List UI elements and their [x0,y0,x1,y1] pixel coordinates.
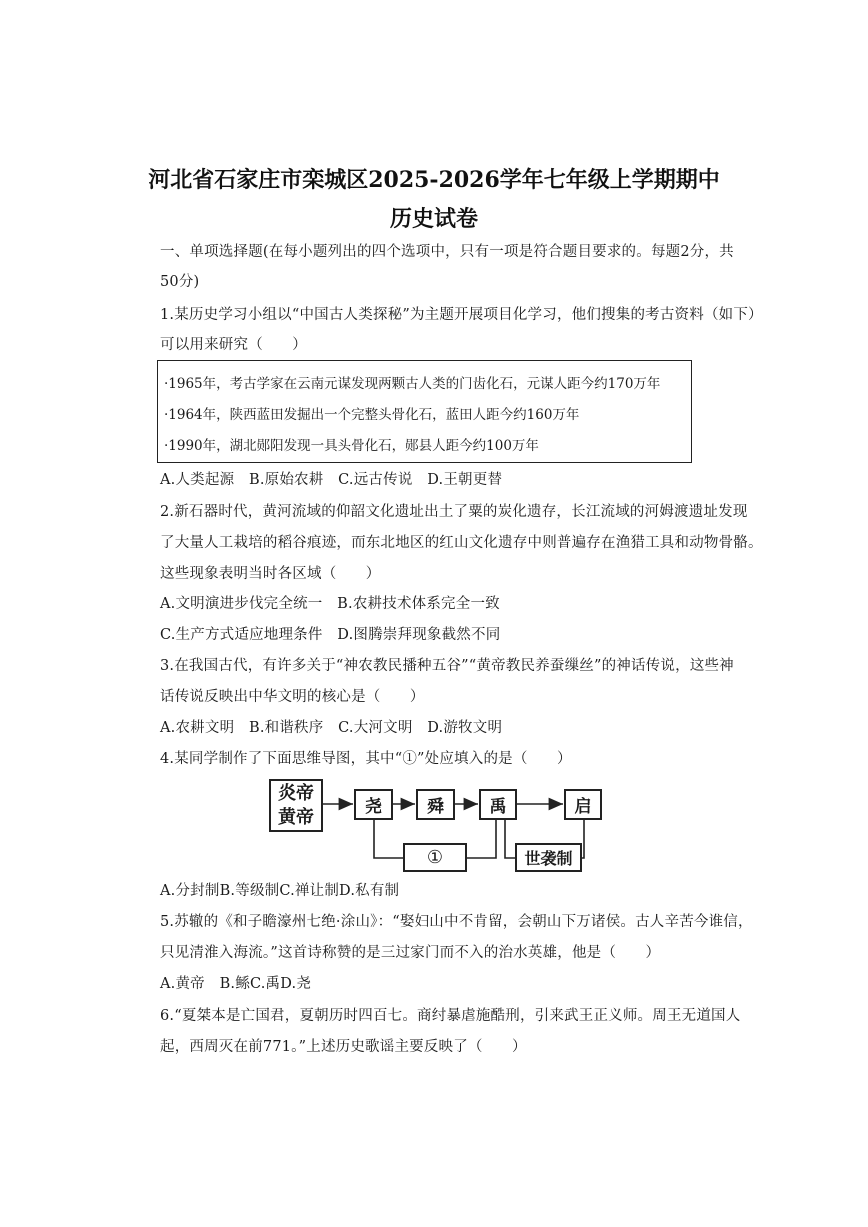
diagram-node-yao: 尧 [354,789,393,820]
diagram-node-shun: 舜 [416,789,455,820]
q3-options: A.农耕文明 B.和谐秩序 C.大河文明 D.游牧文明 [160,720,503,736]
q1-source-box [157,360,692,463]
diagram-node-yu: 禹 [479,789,517,820]
q4-options: A.分封制B.等级制C.禅让制D.私有制 [160,883,400,899]
q3-stem-line1: 3.在我国古代，有许多关于“神农教民播种五谷”“黄帝教民养蚕缫丝”的神话传说，这些神 [160,658,734,674]
q5-stem-line2: 只见清淮入海流。”这首诗称赞的是三过家门而不入的治水英雄，他是（ ） [160,945,661,961]
diagram-node-yandi-huangdi [269,779,323,832]
diagram-node-hereditary: 世袭制 [515,843,582,872]
q1-options: A.人类起源 B.原始农耕 C.远古传说 D.王朝更替 [160,472,503,488]
q2-options-line2: C.生产方式适应地理条件 D.图腾崇拜现象截然不同 [160,627,501,643]
q1-source-item: ·1964年，陕西蓝田发掘出一个完整头骨化石，蓝田人距今约160万年 [164,407,580,423]
diagram-node-qi: 启 [564,789,602,820]
q6-stem-line2: 起，西周灭在前771。”上述历史歌谣主要反映了（ ） [160,1039,527,1055]
q2-stem-line1: 2.新石器时代，黄河流域的仰韶文化遗址出土了粟的炭化遗存，长江流域的河姆渡遗址发现 [160,504,748,520]
q1-source-item: ·1990年，湖北郧阳发现一具头骨化石，郧县人距今约100万年 [164,438,539,454]
exam-subtitle: 历史试卷 [389,206,478,232]
q5-stem-line1: 5.苏辙的《和子瞻濠州七绝·涂山》：“娶妇山中不肯留，会朝山下万诸侯。古人辛苦今谁信， [160,914,753,930]
diagram-node-huangdi-label: 黄帝 [278,806,314,828]
q4-stem: 4.某同学制作了下面思维导图，其中“①”处应填入的是（ ） [160,751,572,767]
q1-stem-line1: 1.某历史学习小组以“中国古人类探秘”为主题开展项目化学习，他们搜集的考古资料（如下） [160,307,763,323]
q2-stem-line3: 这些现象表明当时各区域（ ） [160,566,381,582]
q1-stem-line2: 可以用来研究（ ） [160,337,307,353]
exam-title: 河北省石家庄市栾城区2025-2026学年七年级上学期期中 [148,167,720,193]
q2-stem-line2: 了大量人工栽培的稻谷痕迹，而东北地区的红山文化遗存中则普遍存在渔猎工具和动物骨骼。 [160,535,763,551]
q1-source-item: ·1965年，考古学家在云南元谋发现两颗古人类的门齿化石，元谋人距今约170万年 [164,376,661,392]
diagram-node-yandi-label: 炎帝 [278,782,314,804]
q3-stem-line2: 话传说反映出中华文明的核心是（ ） [160,689,425,705]
diagram-node-blank: ① [403,843,467,872]
q2-options-line1: A.文明演进步伐完全统一 B.农耕技术体系完全一致 [160,596,500,612]
q5-options: A.黄帝 B.鲧C.禹D.尧 [160,976,312,992]
section-instructions-line2: 50分) [160,274,200,290]
q6-stem-line1: 6.“夏桀本是亡国君，夏朝历时四百七。商纣暴虐施酷刑，引来武王正义师。周王无道国人 [160,1008,741,1024]
section-instructions-line1: 一、单项选择题(在每小题列出的四个选项中，只有一项是符合题目要求的。每题2分，共 [160,244,734,260]
